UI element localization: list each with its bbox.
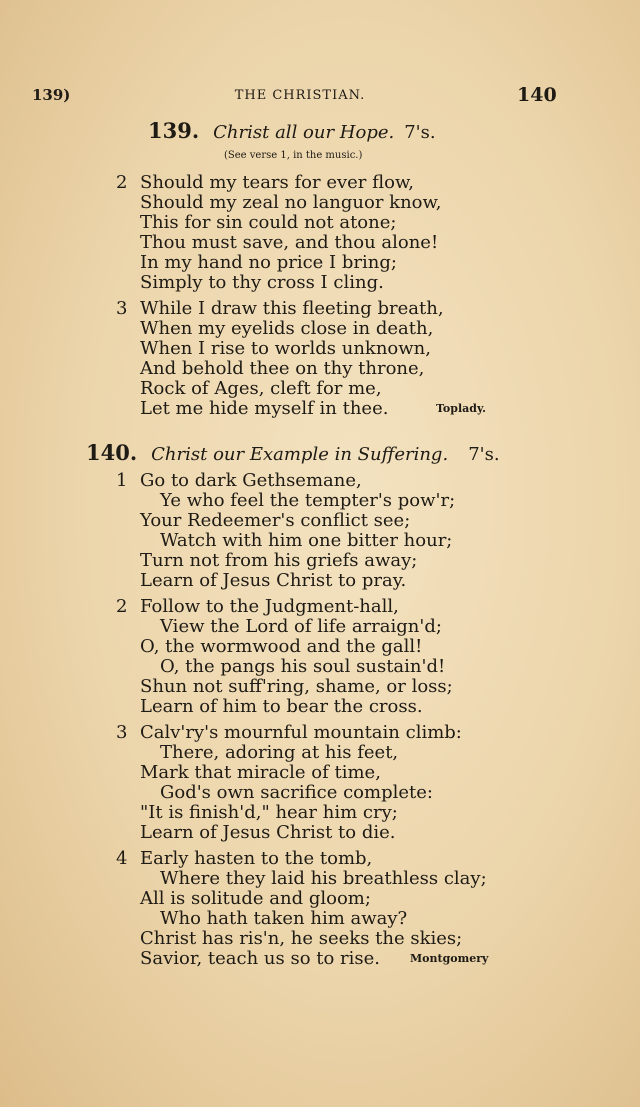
page-number: 140 bbox=[517, 84, 557, 106]
verse-line: Calv'ry's mournful mountain climb: bbox=[140, 722, 462, 743]
verse-number: 2 bbox=[116, 596, 128, 617]
hymn-meter: 7's. bbox=[404, 122, 436, 143]
verse-line: Watch with him one bitter hour; bbox=[160, 530, 453, 551]
verse-line: This for sin could not atone; bbox=[140, 212, 397, 233]
verse-line: When I rise to worlds unknown, bbox=[140, 338, 431, 359]
verse-line: Thou must save, and thou alone! bbox=[140, 232, 439, 253]
hymn-140-heading bbox=[86, 440, 500, 465]
verse-line: Where they laid his breathless clay; bbox=[160, 868, 487, 889]
hymn-139-heading bbox=[148, 118, 436, 143]
verse-line: Ye who feel the tempter's pow'r; bbox=[160, 490, 456, 511]
verse-line: "It is finish'd," hear him cry; bbox=[140, 802, 398, 823]
verse-line: Rock of Ages, cleft for me, bbox=[140, 378, 382, 399]
verse-line: Should my tears for ever flow, bbox=[140, 172, 414, 193]
verse-line: Let me hide myself in thee. bbox=[140, 398, 389, 419]
verse-number: 1 bbox=[116, 470, 128, 491]
verse-line: There, adoring at his feet, bbox=[160, 742, 399, 763]
section-title: THE CHRISTIAN. bbox=[234, 88, 366, 103]
verse-line: Simply to thy cross I cling. bbox=[140, 272, 384, 293]
verse-line: O, the wormwood and the gall! bbox=[140, 636, 423, 657]
verse-line: Mark that miracle of time, bbox=[140, 762, 381, 783]
verse-line: View the Lord of life arraign'd; bbox=[160, 616, 442, 637]
verse-line: And behold thee on thy throne, bbox=[140, 358, 425, 379]
author-attribution: Toplady. bbox=[436, 402, 486, 415]
music-note: (See verse 1, in the music.) bbox=[224, 150, 363, 161]
verse-line: Learn of him to bear the cross. bbox=[140, 696, 423, 717]
verse-line: Who hath taken him away? bbox=[160, 908, 408, 929]
verse-line: In my hand no price I bring; bbox=[140, 252, 397, 273]
verse-line: Follow to the Judgment-hall, bbox=[140, 596, 399, 617]
verse-line: Early hasten to the tomb, bbox=[140, 848, 373, 869]
hymn-title: Christ our Example in Suffering. bbox=[151, 444, 449, 465]
hymn-meter: 7's. bbox=[468, 444, 500, 465]
hymn-number: 139. bbox=[148, 118, 200, 143]
verse-line: Your Redeemer's conflict see; bbox=[140, 510, 411, 531]
verse-number: 2 bbox=[116, 172, 128, 193]
verse-number: 3 bbox=[116, 722, 128, 743]
verse-line: Go to dark Gethsemane, bbox=[140, 470, 362, 491]
verse-number: 4 bbox=[116, 848, 128, 869]
verse-line: When my eyelids close in death, bbox=[140, 318, 434, 339]
verse-line: Learn of Jesus Christ to pray. bbox=[140, 570, 407, 591]
verse-line: God's own sacrifice complete: bbox=[160, 782, 433, 803]
verse-line: All is solitude and gloom; bbox=[140, 888, 371, 909]
running-head bbox=[0, 86, 640, 110]
verse-line: O, the pangs his soul sustain'd! bbox=[160, 656, 446, 677]
verse-line: Turn not from his griefs away; bbox=[140, 550, 418, 571]
hymn-title: Christ all our Hope. bbox=[213, 122, 395, 143]
verse-line: Savior, teach us so to rise. bbox=[140, 948, 381, 969]
verse-line: Should my zeal no languor know, bbox=[140, 192, 442, 213]
verse-line: While I draw this fleeting breath, bbox=[140, 298, 444, 319]
previous-hymn-ref: 139) bbox=[32, 86, 71, 104]
verse-line: Learn of Jesus Christ to die. bbox=[140, 822, 396, 843]
verse-number: 3 bbox=[116, 298, 128, 319]
author-attribution: Montgomery bbox=[410, 952, 489, 965]
verse-line: Shun not suff'ring, shame, or loss; bbox=[140, 676, 453, 697]
hymn-number: 140. bbox=[86, 440, 138, 465]
verse-line: Christ has ris'n, he seeks the skies; bbox=[140, 928, 463, 949]
